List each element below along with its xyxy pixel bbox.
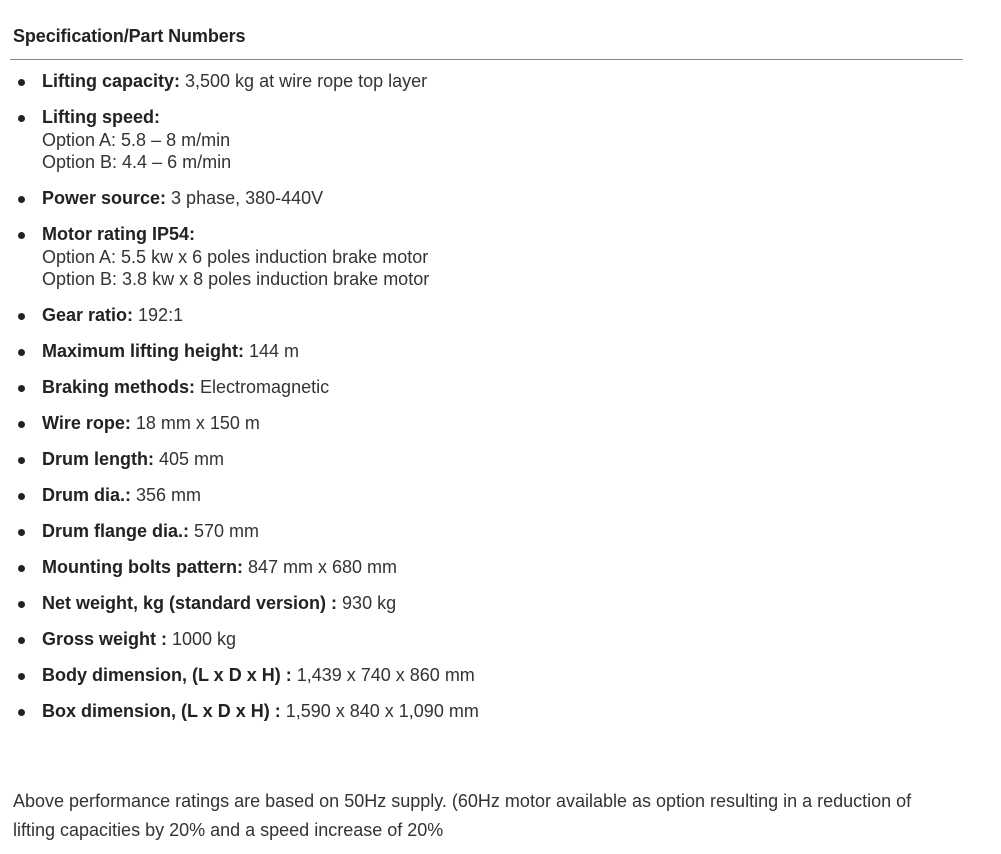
spec-item xyxy=(0,187,980,210)
spec-label: Lifting speed: xyxy=(42,107,160,127)
spec-label: Drum length: xyxy=(42,449,154,469)
spec-label: Drum flange dia.: xyxy=(42,521,190,541)
spec-label: Box dimension, (L x D x H) : xyxy=(42,701,281,721)
bullet-icon xyxy=(18,385,25,392)
bullet-icon xyxy=(18,709,25,716)
spec-item xyxy=(0,376,980,399)
spec-list xyxy=(0,70,980,736)
spec-label: Lifting capacity: xyxy=(42,71,181,91)
spec-value: 18 mm x 150 m xyxy=(130,413,260,433)
spec-value: Electromagnetic xyxy=(195,377,330,397)
spec-option-line: Option A: 5.8 – 8 m/min xyxy=(42,129,231,150)
spec-value: 144 m xyxy=(244,341,300,361)
bullet-icon xyxy=(18,457,25,464)
bullet-icon xyxy=(18,115,25,122)
bullet-icon xyxy=(18,673,25,680)
spec-value: 356 mm xyxy=(131,485,202,505)
spec-item xyxy=(0,556,980,579)
spec-value: 405 mm xyxy=(154,449,225,469)
spec-item xyxy=(0,304,980,327)
bullet-icon xyxy=(18,79,25,86)
spec-label: Maximum lifting height: xyxy=(42,341,244,361)
bullet-icon xyxy=(18,196,25,203)
spec-value: 192:1 xyxy=(133,305,184,325)
spec-item xyxy=(0,700,980,723)
spec-label: Wire rope: xyxy=(42,413,131,433)
spec-value: 930 kg xyxy=(337,593,397,613)
bullet-icon xyxy=(18,232,25,239)
heading-divider xyxy=(10,59,963,60)
spec-value: 570 mm xyxy=(189,521,260,541)
spec-label: Motor rating IP54: xyxy=(42,224,196,244)
bullet-icon xyxy=(18,349,25,356)
spec-item xyxy=(0,628,980,651)
bullet-icon xyxy=(18,637,25,644)
spec-option-line: Option B: 4.4 – 6 m/min xyxy=(42,152,232,172)
spec-item xyxy=(0,223,980,291)
spec-option-line: Option A: 5.5 kw x 6 poles induction brake motor xyxy=(42,246,429,267)
spec-value: 1,590 x 840 x 1,090 mm xyxy=(280,701,479,721)
spec-value: 3 phase, 380-440V xyxy=(166,188,324,208)
spec-value: 847 mm x 680 mm xyxy=(242,557,398,577)
spec-item xyxy=(0,592,980,615)
spec-value: 1000 kg xyxy=(167,629,237,649)
spec-label: Net weight, kg (standard version) : xyxy=(42,593,338,613)
bullet-icon xyxy=(18,565,25,572)
spec-item xyxy=(0,340,980,363)
spec-item xyxy=(0,664,980,687)
performance-note: Above performance ratings are based on 50Hz supply. (60Hz motor available as option resulting in a reduction of lifting capacities by 20% and a speed increase of 20% xyxy=(13,791,912,840)
spec-label: Gear ratio: xyxy=(42,305,134,325)
spec-option-line: Option B: 3.8 kw x 8 poles induction brake motor xyxy=(42,269,430,289)
spec-label: Gross weight : xyxy=(42,629,168,649)
spec-label: Braking methods: xyxy=(42,377,196,397)
spec-item xyxy=(0,520,980,543)
spec-item xyxy=(0,70,980,93)
spec-label: Drum dia.: xyxy=(42,485,132,505)
spec-label: Body dimension, (L x D x H) : xyxy=(42,665,292,685)
bullet-icon xyxy=(18,493,25,500)
spec-item xyxy=(0,106,980,174)
bullet-icon xyxy=(18,313,25,320)
spec-item xyxy=(0,484,980,507)
spec-item xyxy=(0,412,980,435)
section-heading: Specification/Part Numbers xyxy=(13,26,246,46)
spec-value: 1,439 x 740 x 860 mm xyxy=(291,665,475,685)
spec-item xyxy=(0,448,980,471)
spec-value: 3,500 kg at wire rope top layer xyxy=(180,71,428,91)
spec-label: Power source: xyxy=(42,188,167,208)
spec-label: Mounting bolts pattern: xyxy=(42,557,243,577)
bullet-icon xyxy=(18,601,25,608)
bullet-icon xyxy=(18,529,25,536)
bullet-icon xyxy=(18,421,25,428)
